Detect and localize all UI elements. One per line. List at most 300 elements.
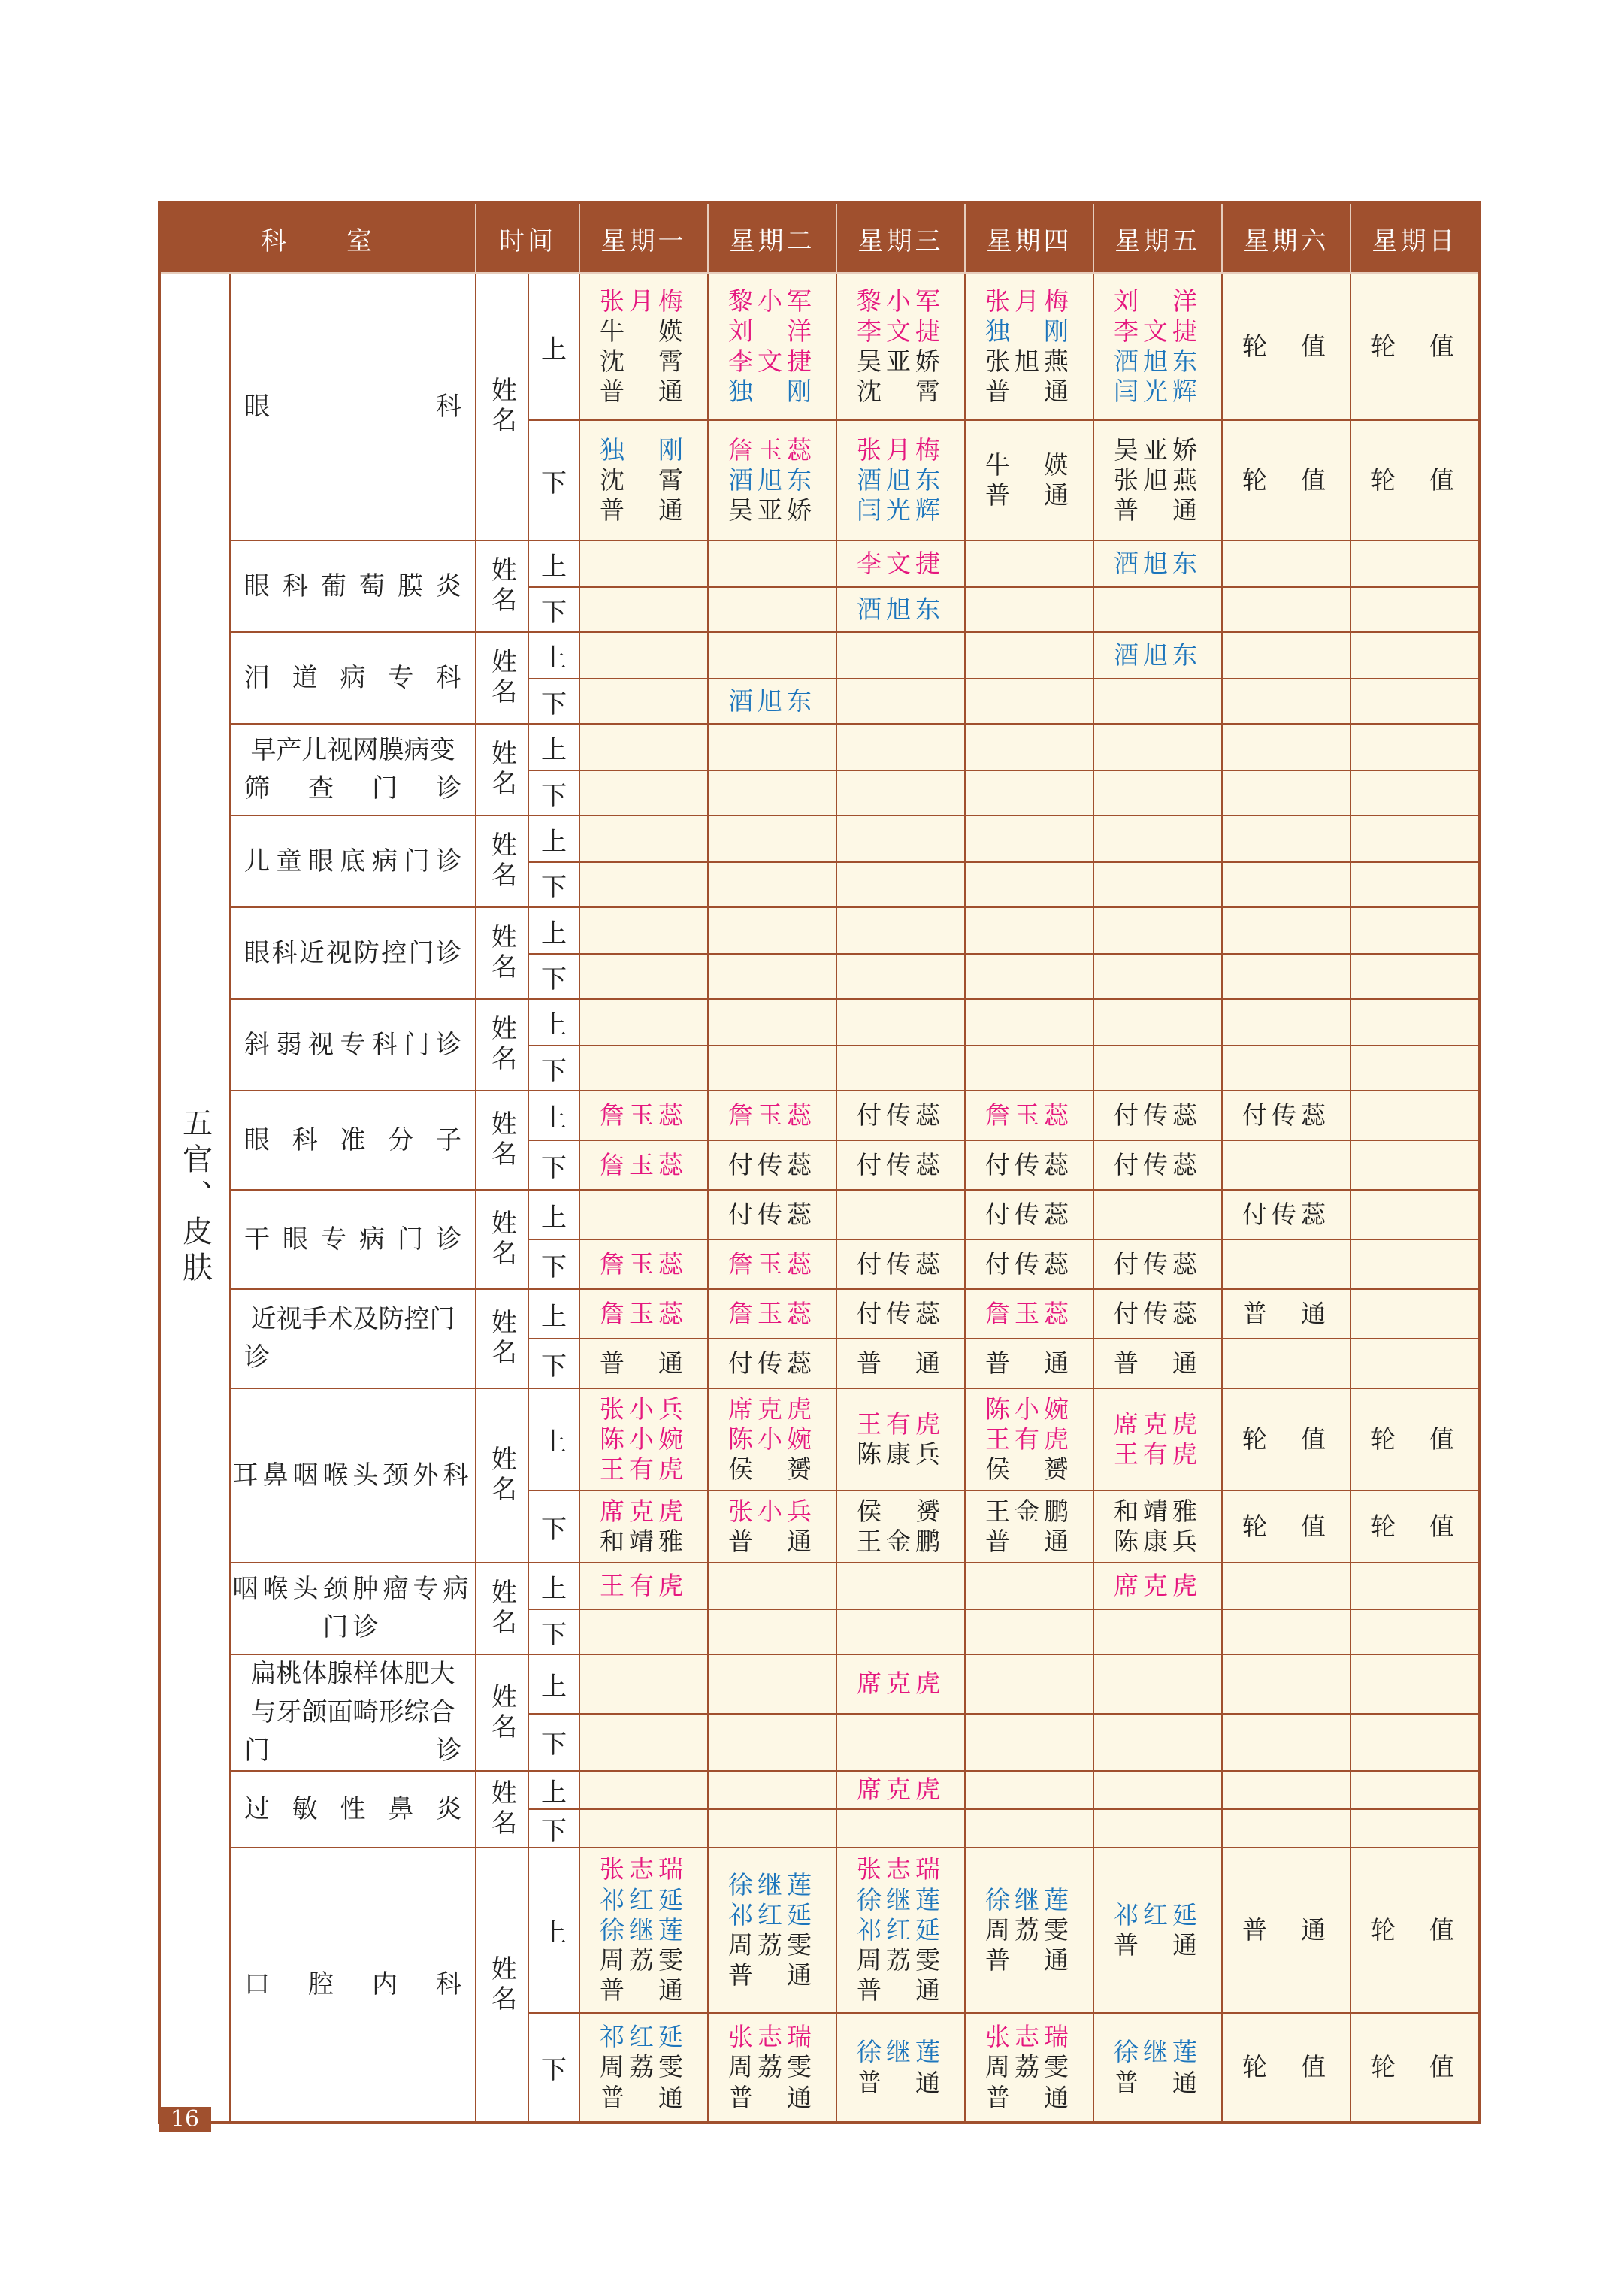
doctor-name: 周荔雯 bbox=[600, 1945, 688, 1975]
doctor-name: 席克虎 bbox=[728, 1394, 816, 1424]
schedule-cell bbox=[836, 862, 965, 907]
schedule-cell bbox=[1222, 1339, 1350, 1388]
doctor-name: 侯 赟 bbox=[985, 1454, 1073, 1485]
doctor-name: 张小兵 bbox=[728, 1496, 816, 1526]
doctor-name: 普 通 bbox=[1242, 1298, 1330, 1328]
schedule-cell bbox=[708, 632, 836, 679]
table-row bbox=[159, 1563, 1480, 1609]
doctor-name: 普 通 bbox=[985, 480, 1073, 510]
period-pm: 下 bbox=[528, 1239, 579, 1289]
schedule-cell bbox=[1350, 679, 1480, 724]
doctor-name: 王有虎 bbox=[600, 1454, 688, 1485]
schedule-cell bbox=[965, 816, 1093, 862]
doctor-name: 席克虎 bbox=[1114, 1570, 1202, 1600]
schedule-cell bbox=[965, 954, 1093, 999]
doctor-name: 徐继莲 bbox=[600, 1914, 688, 1945]
schedule-cell bbox=[1222, 1563, 1350, 1609]
doctor-name: 付传蕊 bbox=[728, 1199, 816, 1229]
doctor-name: 酒旭东 bbox=[1114, 640, 1202, 670]
schedule-cell bbox=[708, 1289, 836, 1339]
table-row bbox=[159, 816, 1480, 862]
schedule-cell bbox=[1350, 1809, 1480, 1848]
schedule-cell bbox=[836, 1714, 965, 1771]
doctor-name: 牛 媖 bbox=[600, 316, 688, 346]
doctor-name: 普 通 bbox=[857, 2067, 945, 2097]
schedule-cell bbox=[965, 1491, 1093, 1563]
doctor-name: 张月梅 bbox=[600, 286, 688, 316]
name-label: 姓名 bbox=[476, 273, 528, 540]
doctor-name: 普 通 bbox=[1114, 1348, 1202, 1378]
schedule-cell bbox=[708, 1609, 836, 1654]
schedule-cell bbox=[1222, 1809, 1350, 1848]
name-label: 姓名 bbox=[476, 1848, 528, 2123]
schedule-cell bbox=[836, 1563, 965, 1609]
doctor-name: 周荔雯 bbox=[728, 2052, 816, 2082]
name-label: 姓名 bbox=[476, 1654, 528, 1771]
schedule-cell bbox=[836, 770, 965, 816]
schedule-cell bbox=[1222, 1289, 1350, 1339]
doctor-name: 付传蕊 bbox=[1114, 1248, 1202, 1279]
doctor-name: 徐继莲 bbox=[728, 1869, 816, 1899]
schedule-cell bbox=[965, 1609, 1093, 1654]
period-pm: 下 bbox=[528, 1339, 579, 1388]
doctor-name: 王金鹏 bbox=[857, 1527, 945, 1556]
schedule-cell bbox=[579, 1239, 708, 1289]
schedule-cell bbox=[965, 540, 1093, 587]
schedule-cell bbox=[1093, 632, 1222, 679]
doctor-name: 席克虎 bbox=[857, 1775, 945, 1805]
schedule-cell bbox=[708, 1809, 836, 1848]
doctor-name: 张志瑞 bbox=[728, 2022, 816, 2052]
schedule-cell bbox=[708, 1091, 836, 1140]
doctor-name: 轮 值 bbox=[1371, 1914, 1459, 1945]
doctor-name: 吴亚娇 bbox=[857, 347, 945, 376]
doctor-name: 张志瑞 bbox=[600, 1854, 688, 1884]
schedule-cell bbox=[965, 907, 1093, 954]
name-label: 姓名 bbox=[476, 540, 528, 632]
schedule-cell bbox=[836, 1140, 965, 1190]
schedule-cell bbox=[1222, 1140, 1350, 1190]
doctor-name: 王有虎 bbox=[857, 1409, 945, 1439]
schedule-cell bbox=[579, 862, 708, 907]
name-label: 姓名 bbox=[476, 816, 528, 907]
table-row bbox=[159, 1771, 1480, 1809]
doctor-name: 张旭燕 bbox=[1114, 465, 1202, 495]
doctor-name: 普 通 bbox=[1114, 1930, 1202, 1960]
dept-name: 斜弱视专科门诊 bbox=[230, 999, 476, 1091]
schedule-cell bbox=[836, 2013, 965, 2123]
schedule-cell bbox=[965, 679, 1093, 724]
schedule-cell bbox=[965, 273, 1093, 420]
doctor-name: 祁红延 bbox=[728, 1899, 816, 1929]
doctor-name: 付传蕊 bbox=[857, 1298, 945, 1328]
schedule-cell bbox=[1093, 954, 1222, 999]
schedule-cell bbox=[965, 1771, 1093, 1809]
doctor-name: 酒旭东 bbox=[1114, 548, 1202, 578]
schedule-cell bbox=[708, 1046, 836, 1091]
schedule-cell bbox=[965, 999, 1093, 1046]
schedule-cell bbox=[708, 540, 836, 587]
doctor-name: 李文捷 bbox=[857, 316, 945, 346]
period-am: 上 bbox=[528, 1654, 579, 1714]
doctor-name: 付传蕊 bbox=[985, 1248, 1073, 1279]
schedule-cell bbox=[836, 1339, 965, 1388]
header-sun: 星期日 bbox=[1350, 203, 1480, 273]
schedule-cell bbox=[836, 1771, 965, 1809]
doctor-name: 普 通 bbox=[600, 2082, 688, 2112]
doctor-name: 普 通 bbox=[985, 1527, 1073, 1556]
period-pm: 下 bbox=[528, 420, 579, 540]
schedule-cell bbox=[1222, 999, 1350, 1046]
schedule-cell bbox=[836, 1809, 965, 1848]
doctor-name: 张月梅 bbox=[857, 434, 945, 465]
doctor-name: 刘 洋 bbox=[1114, 286, 1202, 316]
doctor-name: 普 通 bbox=[985, 1945, 1073, 1975]
schedule-cell bbox=[1222, 679, 1350, 724]
doctor-name: 徐继莲 bbox=[985, 1884, 1073, 1914]
name-label: 姓名 bbox=[476, 1388, 528, 1563]
schedule-cell bbox=[579, 1339, 708, 1388]
schedule-cell bbox=[965, 1339, 1093, 1388]
doctor-name: 周荔雯 bbox=[728, 1930, 816, 1960]
period-pm: 下 bbox=[528, 954, 579, 999]
doctor-name: 酒旭东 bbox=[1114, 347, 1202, 376]
schedule-cell bbox=[1093, 816, 1222, 862]
schedule-cell bbox=[1350, 1239, 1480, 1289]
schedule-cell bbox=[579, 587, 708, 632]
schedule-cell bbox=[965, 1190, 1093, 1239]
period-am: 上 bbox=[528, 273, 579, 420]
schedule-cell bbox=[1222, 1654, 1350, 1714]
dept-name: 早产儿视网膜病变筛查门诊 bbox=[230, 724, 476, 816]
schedule-cell bbox=[1222, 816, 1350, 862]
period-pm: 下 bbox=[528, 1809, 579, 1848]
schedule-cell bbox=[579, 724, 708, 770]
schedule-cell bbox=[1350, 770, 1480, 816]
schedule-cell bbox=[1093, 1809, 1222, 1848]
schedule-cell bbox=[1222, 587, 1350, 632]
table-row bbox=[159, 999, 1480, 1046]
schedule-cell bbox=[708, 420, 836, 540]
schedule-cell bbox=[836, 1091, 965, 1140]
header-mon: 星期一 bbox=[579, 203, 708, 273]
doctor-name: 轮 值 bbox=[1371, 2052, 1459, 2082]
doctor-name: 徐继莲 bbox=[857, 2037, 945, 2067]
schedule-cell bbox=[1350, 907, 1480, 954]
schedule-cell bbox=[836, 999, 965, 1046]
period-pm: 下 bbox=[528, 2013, 579, 2123]
schedule-cell bbox=[1093, 1239, 1222, 1289]
schedule-cell bbox=[836, 1046, 965, 1091]
schedule-cell bbox=[1093, 1491, 1222, 1563]
schedule-cell bbox=[836, 587, 965, 632]
table-row bbox=[159, 540, 1480, 587]
doctor-name: 沈 霄 bbox=[600, 465, 688, 495]
doctor-name: 吴亚娇 bbox=[1114, 434, 1202, 465]
schedule-cell bbox=[708, 862, 836, 907]
schedule-cell bbox=[708, 273, 836, 420]
schedule-cell bbox=[579, 1046, 708, 1091]
schedule-cell bbox=[708, 1190, 836, 1239]
doctor-name: 普 通 bbox=[600, 495, 688, 525]
dept-name: 儿童眼底病门诊 bbox=[230, 816, 476, 907]
schedule-cell bbox=[579, 1190, 708, 1239]
doctor-name: 普 通 bbox=[728, 2082, 816, 2112]
doctor-name: 王有虎 bbox=[985, 1424, 1073, 1454]
doctor-name: 詹玉蕊 bbox=[728, 1298, 816, 1328]
doctor-name: 陈小婉 bbox=[600, 1424, 688, 1454]
table-row bbox=[159, 632, 1480, 679]
period-pm: 下 bbox=[528, 679, 579, 724]
schedule-cell bbox=[1093, 1654, 1222, 1714]
schedule-cell bbox=[836, 954, 965, 999]
schedule-cell bbox=[836, 1289, 965, 1339]
schedule-cell bbox=[1222, 1239, 1350, 1289]
schedule-cell bbox=[1093, 1339, 1222, 1388]
table-header bbox=[159, 203, 1480, 273]
doctor-name: 酒旭东 bbox=[728, 686, 816, 716]
doctor-name: 王有虎 bbox=[1114, 1439, 1202, 1469]
schedule-cell bbox=[1350, 1091, 1480, 1140]
doctor-name: 詹玉蕊 bbox=[600, 1248, 688, 1279]
table-row bbox=[159, 1091, 1480, 1140]
period-am: 上 bbox=[528, 1289, 579, 1339]
doctor-name: 普 通 bbox=[600, 1975, 688, 2005]
doctor-name: 普 通 bbox=[985, 1348, 1073, 1378]
doctor-name: 刘 洋 bbox=[728, 316, 816, 346]
doctor-name: 詹玉蕊 bbox=[600, 1298, 688, 1328]
name-label: 姓名 bbox=[476, 1289, 528, 1388]
table-row bbox=[159, 724, 1480, 770]
schedule-cell bbox=[708, 1714, 836, 1771]
period-pm: 下 bbox=[528, 1140, 579, 1190]
schedule-cell bbox=[1350, 587, 1480, 632]
schedule-cell bbox=[1350, 1491, 1480, 1563]
period-pm: 下 bbox=[528, 1046, 579, 1091]
schedule-cell bbox=[708, 1563, 836, 1609]
schedule-cell bbox=[836, 679, 965, 724]
doctor-name: 张志瑞 bbox=[857, 1854, 945, 1884]
schedule-cell bbox=[1350, 2013, 1480, 2123]
schedule-cell bbox=[708, 954, 836, 999]
name-label: 姓名 bbox=[476, 632, 528, 724]
header-thu: 星期四 bbox=[965, 203, 1093, 273]
schedule-cell bbox=[965, 632, 1093, 679]
schedule-cell bbox=[836, 420, 965, 540]
schedule-cell bbox=[579, 1848, 708, 2013]
name-label: 姓名 bbox=[476, 1771, 528, 1848]
schedule-cell bbox=[965, 420, 1093, 540]
period-am: 上 bbox=[528, 632, 579, 679]
schedule-cell bbox=[965, 724, 1093, 770]
schedule-cell bbox=[1222, 1388, 1350, 1491]
doctor-name: 普 通 bbox=[857, 1348, 945, 1378]
schedule-cell bbox=[1350, 999, 1480, 1046]
schedule-cell bbox=[1093, 907, 1222, 954]
schedule-cell bbox=[1350, 1046, 1480, 1091]
period-am: 上 bbox=[528, 1091, 579, 1140]
table-row bbox=[159, 1289, 1480, 1339]
doctor-name: 普 通 bbox=[728, 1527, 816, 1556]
period-am: 上 bbox=[528, 1771, 579, 1809]
schedule-cell bbox=[708, 1339, 836, 1388]
schedule-cell bbox=[1222, 770, 1350, 816]
schedule-cell bbox=[1350, 1190, 1480, 1239]
doctor-name: 詹玉蕊 bbox=[985, 1298, 1073, 1328]
doctor-name: 普 通 bbox=[857, 1975, 945, 2005]
period-am: 上 bbox=[528, 1563, 579, 1609]
doctor-name: 酒旭东 bbox=[857, 465, 945, 495]
schedule-cell bbox=[965, 587, 1093, 632]
doctor-name: 詹玉蕊 bbox=[985, 1100, 1073, 1130]
schedule-cell bbox=[1222, 1609, 1350, 1654]
doctor-name: 周荔雯 bbox=[600, 2052, 688, 2082]
dept-name: 泪道病专科 bbox=[230, 632, 476, 724]
doctor-name: 王金鹏 bbox=[985, 1496, 1073, 1526]
doctor-name: 普 通 bbox=[600, 1348, 688, 1378]
schedule-cell bbox=[708, 1848, 836, 2013]
schedule-cell bbox=[1093, 1714, 1222, 1771]
schedule-cell bbox=[1222, 540, 1350, 587]
doctor-name: 张月梅 bbox=[985, 286, 1073, 316]
schedule-cell bbox=[836, 1388, 965, 1491]
schedule-cell bbox=[965, 1239, 1093, 1289]
period-am: 上 bbox=[528, 1190, 579, 1239]
schedule-cell bbox=[579, 1491, 708, 1563]
period-pm: 下 bbox=[528, 862, 579, 907]
schedule-cell bbox=[1222, 1091, 1350, 1140]
schedule-cell bbox=[1222, 907, 1350, 954]
schedule-cell bbox=[1222, 1848, 1350, 2013]
category-label: 五官、皮肤 bbox=[159, 273, 230, 2123]
schedule-cell bbox=[836, 1609, 965, 1654]
doctor-name: 徐继莲 bbox=[857, 1884, 945, 1914]
doctor-name: 轮 值 bbox=[1371, 465, 1459, 495]
doctor-name: 詹玉蕊 bbox=[728, 1100, 816, 1130]
schedule-cell bbox=[836, 816, 965, 862]
schedule-cell bbox=[1350, 1848, 1480, 2013]
schedule-cell bbox=[1350, 273, 1480, 420]
header-wed: 星期三 bbox=[836, 203, 965, 273]
period-am: 上 bbox=[528, 1388, 579, 1491]
dept-name: 过敏性鼻炎 bbox=[230, 1771, 476, 1848]
schedule-cell bbox=[1093, 1771, 1222, 1809]
period-pm: 下 bbox=[528, 1714, 579, 1771]
name-label: 姓名 bbox=[476, 907, 528, 999]
doctor-name: 陈康兵 bbox=[857, 1439, 945, 1469]
name-label: 姓名 bbox=[476, 1091, 528, 1190]
doctor-name: 祁红延 bbox=[1114, 1899, 1202, 1929]
period-am: 上 bbox=[528, 540, 579, 587]
doctor-name: 闫光辉 bbox=[1114, 377, 1202, 407]
schedule-cell bbox=[579, 1289, 708, 1339]
doctor-name: 普 通 bbox=[985, 2082, 1073, 2112]
period-am: 上 bbox=[528, 907, 579, 954]
doctor-name: 付传蕊 bbox=[1242, 1199, 1330, 1229]
schedule-cell bbox=[1093, 1563, 1222, 1609]
schedule-cell bbox=[708, 1140, 836, 1190]
schedule-cell bbox=[836, 540, 965, 587]
doctor-name: 李文捷 bbox=[728, 347, 816, 376]
doctor-name: 付传蕊 bbox=[985, 1149, 1073, 1179]
doctor-name: 祁红延 bbox=[600, 1884, 688, 1914]
dept-name: 扁桃体腺样体肥大与牙颌面畸形综合门诊 bbox=[230, 1654, 476, 1771]
doctor-name: 普 通 bbox=[985, 377, 1073, 407]
schedule-cell bbox=[1093, 1140, 1222, 1190]
doctor-name: 沈 霄 bbox=[600, 347, 688, 376]
doctor-name: 詹玉蕊 bbox=[600, 1100, 688, 1130]
schedule-cell bbox=[708, 816, 836, 862]
schedule-cell bbox=[1093, 679, 1222, 724]
schedule-cell bbox=[708, 1388, 836, 1491]
doctor-name: 闫光辉 bbox=[857, 495, 945, 525]
schedule-cell bbox=[965, 1140, 1093, 1190]
doctor-name: 席克虎 bbox=[600, 1496, 688, 1526]
doctor-name: 付传蕊 bbox=[728, 1348, 816, 1378]
table-row bbox=[159, 907, 1480, 954]
doctor-name: 陈小婉 bbox=[728, 1424, 816, 1454]
schedule-cell bbox=[579, 632, 708, 679]
schedule-cell bbox=[708, 1771, 836, 1809]
doctor-name: 黎小军 bbox=[857, 286, 945, 316]
doctor-name: 普 通 bbox=[1114, 2067, 1202, 2097]
schedule-cell bbox=[1222, 632, 1350, 679]
schedule-cell bbox=[1222, 954, 1350, 999]
schedule-cell bbox=[1222, 1771, 1350, 1809]
table-row bbox=[159, 1848, 1480, 2013]
period-pm: 下 bbox=[528, 1609, 579, 1654]
table-row bbox=[159, 1388, 1480, 1491]
period-am: 上 bbox=[528, 816, 579, 862]
schedule-table bbox=[158, 201, 1481, 2124]
doctor-name: 詹玉蕊 bbox=[728, 434, 816, 465]
schedule-cell bbox=[836, 1239, 965, 1289]
schedule-cell bbox=[579, 273, 708, 420]
schedule-cell bbox=[579, 1714, 708, 1771]
doctor-name: 和靖雅 bbox=[1114, 1496, 1202, 1526]
doctor-name: 轮 值 bbox=[1242, 465, 1330, 495]
schedule-cell bbox=[1222, 420, 1350, 540]
schedule-cell bbox=[965, 1714, 1093, 1771]
schedule-cell bbox=[1093, 724, 1222, 770]
schedule-cell bbox=[1350, 816, 1480, 862]
schedule-cell bbox=[1222, 1714, 1350, 1771]
schedule-cell bbox=[965, 1091, 1093, 1140]
doctor-name: 和靖雅 bbox=[600, 1527, 688, 1556]
doctor-name: 李文捷 bbox=[1114, 316, 1202, 346]
dept-name: 耳鼻咽喉头颈外科 bbox=[230, 1388, 476, 1563]
schedule-cell bbox=[579, 1388, 708, 1491]
doctor-name: 付传蕊 bbox=[728, 1149, 816, 1179]
schedule-cell bbox=[1093, 1388, 1222, 1491]
table-row bbox=[159, 273, 1480, 420]
doctor-name: 祁红延 bbox=[600, 2022, 688, 2052]
doctor-name: 酒旭东 bbox=[728, 465, 816, 495]
schedule-cell bbox=[965, 1563, 1093, 1609]
doctor-name: 付传蕊 bbox=[857, 1149, 945, 1179]
schedule-cell bbox=[708, 724, 836, 770]
schedule-cell bbox=[1222, 1491, 1350, 1563]
schedule-cell bbox=[1350, 540, 1480, 587]
doctor-name: 牛 媖 bbox=[985, 449, 1073, 480]
doctor-name: 詹玉蕊 bbox=[728, 1248, 816, 1279]
doctor-name: 周荔雯 bbox=[985, 1914, 1073, 1945]
dept-name: 眼 科 bbox=[230, 273, 476, 540]
schedule-cell bbox=[579, 420, 708, 540]
schedule-cell bbox=[1350, 862, 1480, 907]
doctor-name: 付传蕊 bbox=[1242, 1100, 1330, 1130]
doctor-name: 黎小军 bbox=[728, 286, 816, 316]
